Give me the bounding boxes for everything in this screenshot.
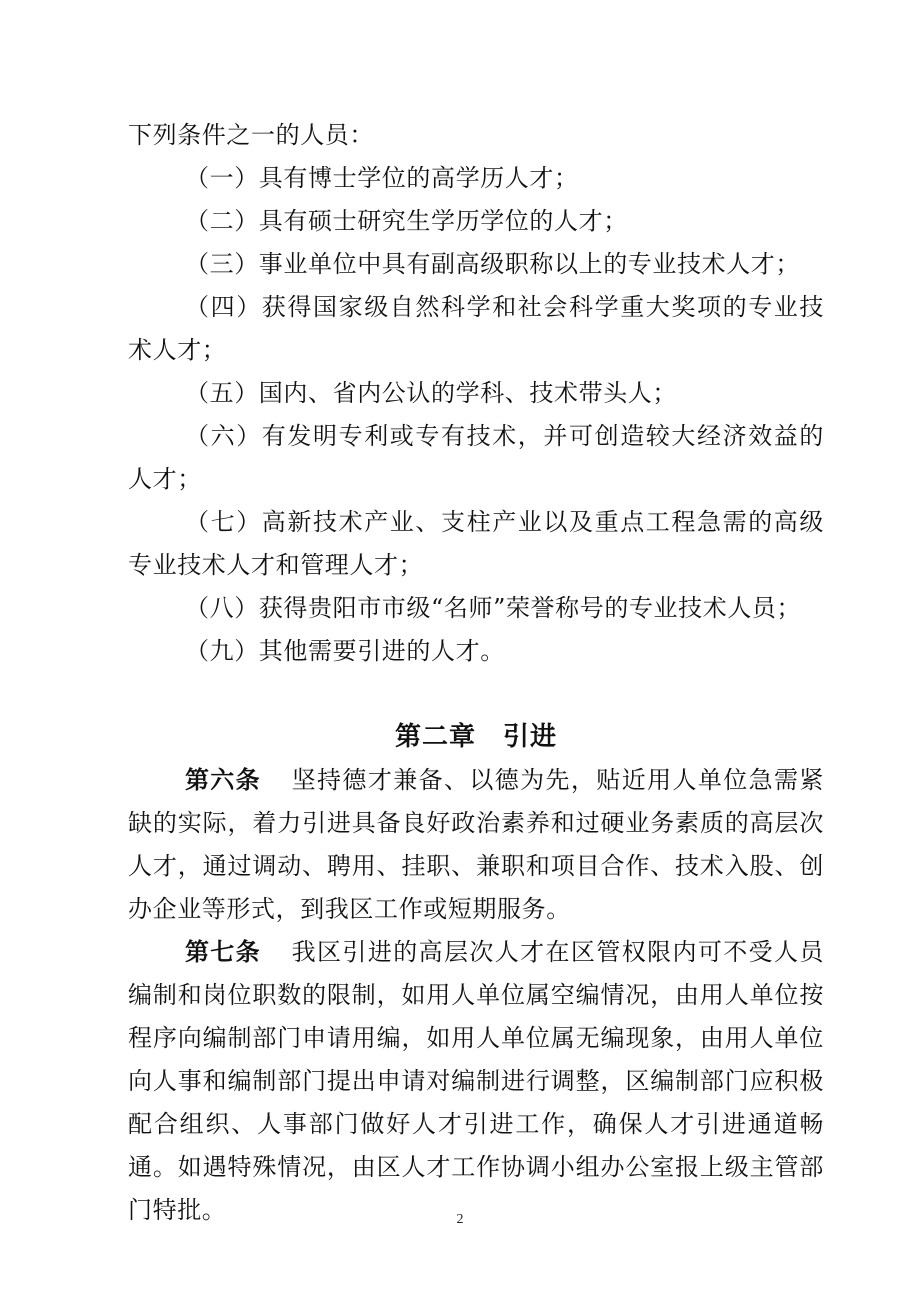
list-item: （九）其他需要引进的人才。 bbox=[185, 637, 505, 665]
list-item: （四）获得国家级自然科学和社会科学重大奖项的专业技术人才； bbox=[128, 293, 824, 364]
list-item: （八）获得贵阳市市级“名师”荣誉称号的专业技术人员； bbox=[185, 594, 802, 622]
article-text: 我区引进的高层次人才在区管权限内可不受人员编制和岗位职数的限制，如用人单位属空编情况，由用人单位按程序向编制部门申请用编，如用人单位属无编现象，由用人单位向人事和编制部门提出申请对编制进行调整，区编制部门应积极配合组织、人事部门做好人才引进工作，确保人才引进通道畅通。如遇特殊情况，由区人才工作协调小组办公室报上级主管部门特批。 bbox=[128, 938, 825, 1224]
list-item: （一）具有博士学位的高学历人才； bbox=[185, 164, 579, 192]
list-item: （二）具有硕士研究生学历学位的人才； bbox=[185, 207, 628, 235]
list-item: （七）高新技术产业、支柱产业以及重点工程急需的高级专业技术人才和管理人才； bbox=[128, 508, 824, 579]
article-paragraph bbox=[128, 931, 824, 1232]
page-number: 2 bbox=[456, 1212, 464, 1227]
article-paragraph bbox=[128, 759, 824, 931]
article-label: 第六条 bbox=[185, 766, 261, 794]
list-item: （三）事业单位中具有副高级职称以上的专业技术人才； bbox=[185, 250, 800, 278]
lead-line: 下列条件之一的人员： bbox=[128, 121, 374, 149]
article-text: 坚持德才兼备、以德为先，贴近用人单位急需紧缺的实际，着力引进具备良好政治素养和过硬业务素质的高层次人才，通过调动、聘用、挂职、兼职和项目合作、技术入股、创办企业等形式，到我区工作或短期服务。 bbox=[128, 766, 825, 923]
list-item: （五）国内、省内公认的学科、技术带头人； bbox=[185, 379, 677, 407]
document-body bbox=[128, 114, 824, 1232]
list-item: （六）有发明专利或专有技术，并可创造较大经济效益的人才； bbox=[128, 422, 824, 493]
article-label: 第七条 bbox=[185, 938, 261, 966]
chapter-title: 第二章 引进 bbox=[394, 722, 557, 752]
